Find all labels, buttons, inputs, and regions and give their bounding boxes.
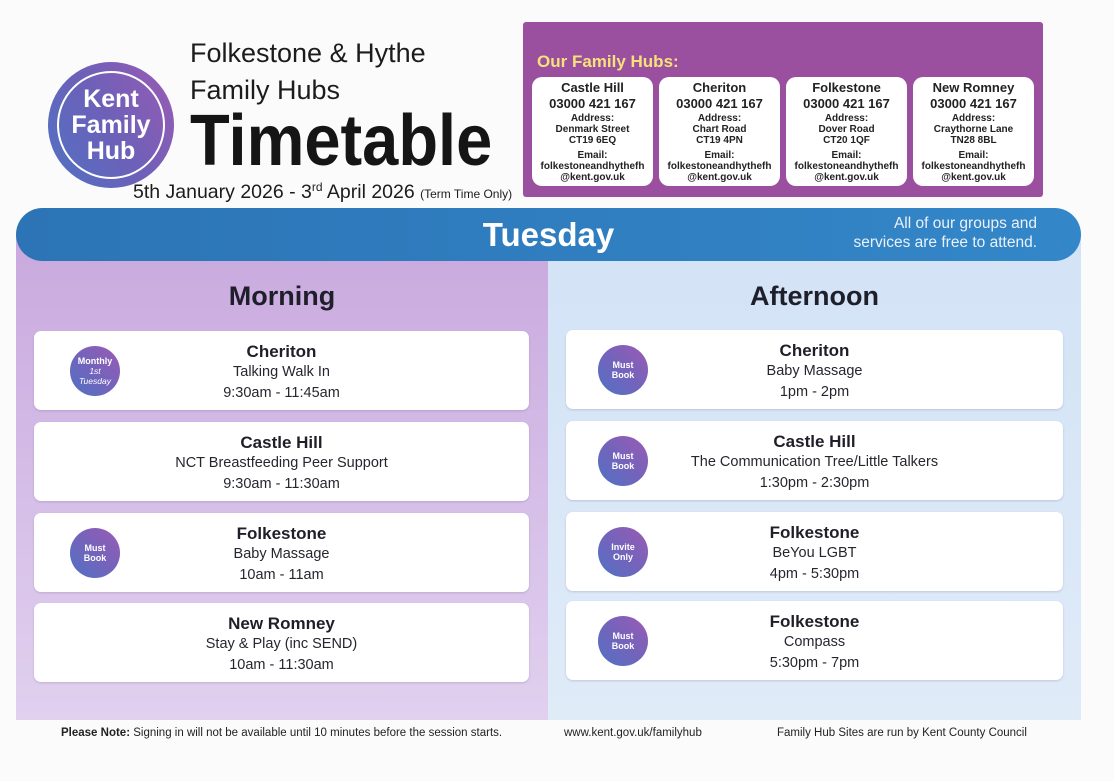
- family-hubs-heading: Our Family Hubs:: [537, 52, 679, 71]
- hub-email-user: folkestoneandhythefh: [794, 161, 899, 172]
- session-card: [34, 513, 529, 592]
- session-activity: NCT Breastfeeding Peer Support: [175, 455, 388, 471]
- free-note-line: services are free to attend.: [853, 234, 1037, 251]
- session-time: 1pm - 2pm: [779, 384, 850, 400]
- session-time: 9:30am - 11:30am: [223, 476, 340, 492]
- logo-line: Kent: [83, 85, 139, 113]
- badge-text: Must: [612, 450, 634, 461]
- hub-phone: 03000 421 167: [676, 96, 763, 111]
- session-card: [566, 421, 1063, 500]
- morning-heading: Morning: [228, 281, 336, 311]
- badge-text: 1st: [89, 365, 101, 376]
- logo-text: [48, 86, 174, 164]
- session-location: New Romney: [228, 614, 335, 633]
- hub-card-castle-hill: [532, 77, 653, 186]
- badge-text: Must: [84, 542, 106, 553]
- session-location: Castle Hill: [773, 432, 856, 451]
- hub-phone: 03000 421 167: [930, 96, 1017, 111]
- hub-postcode: CT20 1QF: [823, 135, 870, 146]
- badge-text: Invite: [611, 541, 635, 552]
- website-url: www.kent.gov.uk/familyhub: [564, 727, 702, 739]
- badge-text: Book: [611, 369, 635, 380]
- session-activity: Baby Massage: [233, 546, 330, 562]
- hub-name: Folkestone: [812, 80, 881, 95]
- date-range: [133, 180, 512, 206]
- family-hubs-panel: [523, 22, 1043, 197]
- free-note-line: All of our groups and: [893, 215, 1037, 232]
- date-range-end: April 2026: [326, 181, 415, 203]
- date-ordinal-suffix: rd: [311, 180, 323, 194]
- hub-name: Castle Hill: [561, 80, 624, 95]
- hub-email-user: folkestoneandhythefh: [667, 161, 772, 172]
- page-title: Timetable: [190, 98, 493, 181]
- badge-text: Only: [612, 551, 633, 562]
- session-activity: BeYou LGBT: [772, 545, 857, 561]
- hub-card-new-romney: [913, 77, 1034, 186]
- session-time: 10am - 11:30am: [229, 657, 334, 673]
- badge-text: Book: [611, 460, 635, 471]
- session-card: [566, 512, 1063, 591]
- session-time: 1:30pm - 2:30pm: [759, 475, 870, 491]
- logo-line: Family: [71, 111, 151, 139]
- hub-email-label: Email:: [831, 150, 862, 161]
- badge-text: Book: [83, 552, 107, 563]
- hub-address-label: Address:: [951, 113, 996, 124]
- badge-text: Book: [611, 640, 635, 651]
- hub-email-user: folkestoneandhythefh: [540, 161, 645, 172]
- note-label: Please Note:: [61, 727, 131, 739]
- note-text: Signing in will not be available until 10 minutes before the session starts.: [133, 727, 503, 739]
- hub-email-label: Email:: [958, 150, 989, 161]
- hub-name: New Romney: [932, 80, 1015, 95]
- hub-postcode: CT19 4PN: [696, 135, 743, 146]
- session-time: 9:30am - 11:45am: [223, 385, 340, 401]
- hub-address-label: Address:: [570, 113, 615, 124]
- session-activity: The Communication Tree/Little Talkers: [690, 454, 939, 470]
- hub-address-label: Address:: [697, 113, 742, 124]
- signing-in-note: [61, 726, 502, 740]
- title-subtitle: Family Hubs: [190, 75, 341, 105]
- logo-line: Hub: [86, 137, 136, 165]
- session-location: Folkestone: [236, 524, 327, 543]
- session-card: [566, 330, 1063, 409]
- day-banner: [16, 208, 1081, 261]
- kent-family-hub-logo: [48, 62, 174, 188]
- badge-text: Tuesday: [79, 375, 111, 386]
- hub-postcode: TN28 8BL: [950, 135, 997, 146]
- hub-street: Chart Road: [692, 124, 747, 135]
- session-card: [34, 603, 529, 682]
- session-location: Castle Hill: [240, 433, 323, 452]
- session-card: [34, 422, 529, 501]
- date-range-start: 5th January 2026 - 3: [133, 181, 312, 203]
- hub-email-domain: @kent.gov.uk: [687, 172, 752, 183]
- hub-phone: 03000 421 167: [803, 96, 890, 111]
- session-location: Cheriton: [779, 341, 850, 360]
- session-location: Folkestone: [769, 612, 860, 631]
- day-title: Tuesday: [482, 216, 615, 253]
- hub-card-cheriton: [659, 77, 780, 186]
- session-time: 4pm - 5:30pm: [769, 566, 860, 582]
- hub-card-folkestone: [786, 77, 907, 186]
- afternoon-heading: Afternoon: [750, 281, 879, 311]
- title-location: Folkestone & Hythe: [190, 38, 426, 68]
- hub-email-domain: @kent.gov.uk: [814, 172, 879, 183]
- session-activity: Compass: [783, 634, 846, 650]
- hub-street: Craythorne Lane: [933, 124, 1014, 135]
- session-card: [34, 331, 529, 410]
- hub-email-label: Email:: [704, 150, 735, 161]
- term-time-note: (Term Time Only): [420, 187, 513, 201]
- hub-postcode: CT19 6EQ: [568, 135, 617, 146]
- session-time: 5:30pm - 7pm: [769, 655, 860, 671]
- hub-street: Dover Road: [818, 124, 875, 135]
- session-activity: Baby Massage: [766, 363, 863, 379]
- hub-email-domain: @kent.gov.uk: [941, 172, 1006, 183]
- hub-phone: 03000 421 167: [549, 96, 636, 111]
- session-activity: Stay & Play (inc SEND): [205, 636, 358, 652]
- session-location: Folkestone: [769, 523, 860, 542]
- operator-note: Family Hub Sites are run by Kent County Council: [777, 727, 1027, 739]
- hub-name: Cheriton: [692, 80, 747, 95]
- hub-email-domain: @kent.gov.uk: [560, 172, 625, 183]
- session-activity: Talking Walk In: [233, 364, 330, 380]
- hub-email-user: folkestoneandhythefh: [921, 161, 1026, 172]
- session-card: [566, 601, 1063, 680]
- hub-address-label: Address:: [824, 113, 869, 124]
- session-time: 10am - 11am: [239, 567, 324, 583]
- badge-text: Monthly: [77, 355, 113, 366]
- hub-email-label: Email:: [577, 150, 608, 161]
- badge-text: Must: [612, 359, 634, 370]
- session-location: Cheriton: [246, 342, 317, 361]
- badge-text: Must: [612, 630, 634, 641]
- hub-street: Denmark Street: [555, 124, 630, 135]
- free-attendance-note: [853, 214, 1037, 252]
